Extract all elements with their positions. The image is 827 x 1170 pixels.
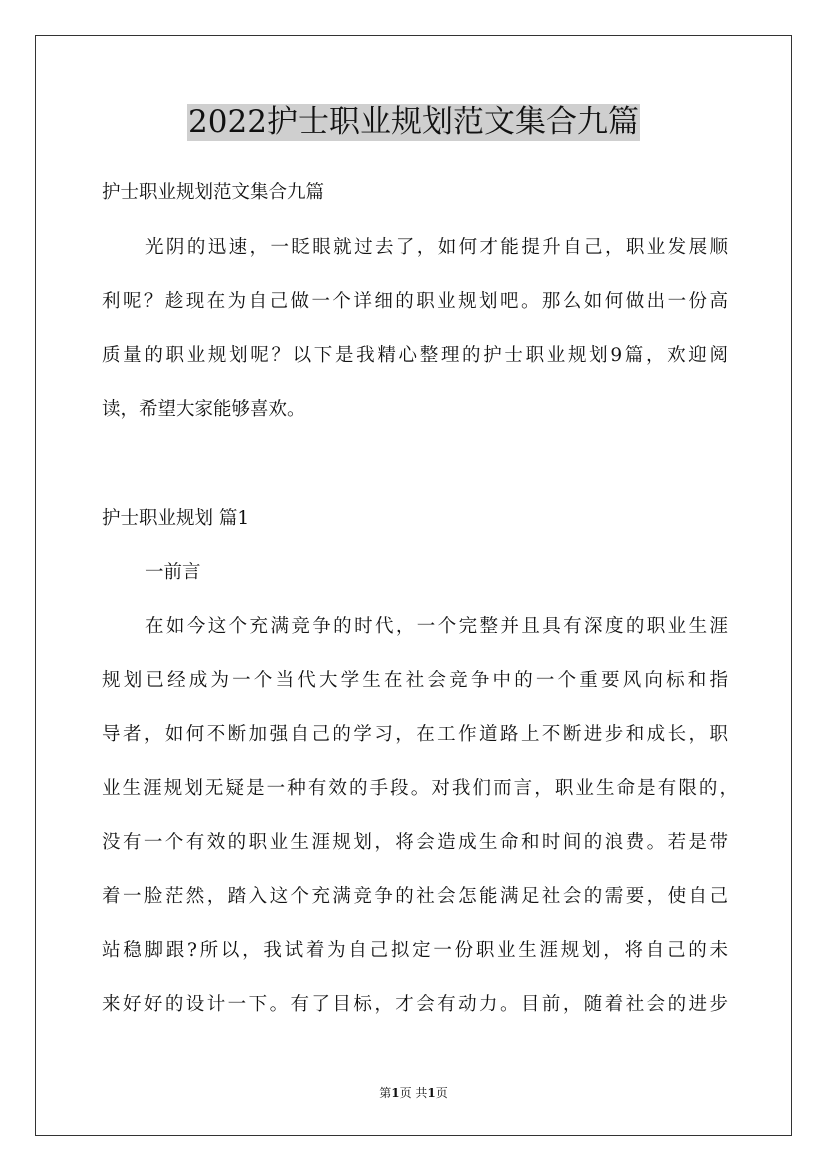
footer-middle: 页 共 bbox=[399, 1086, 428, 1100]
document-title: 2022护士职业规划范文集合九篇 bbox=[188, 104, 639, 140]
footer-prefix: 第 bbox=[379, 1086, 392, 1100]
subtitle: 护士职业规划范文集合九篇 bbox=[102, 182, 325, 203]
footer-page-number: 1 bbox=[391, 1086, 400, 1100]
body-line: 站稳脚跟?所以，我试着为自己拟定一份职业生涯规划，将自己的未 bbox=[102, 940, 728, 961]
section-heading: 护士职业规划 篇1 bbox=[102, 508, 250, 529]
footer-page-total: 1 bbox=[427, 1086, 436, 1100]
intro-line: 质量的职业规划呢？以下是我精心整理的护士职业规划9篇，欢迎阅 bbox=[102, 345, 728, 366]
body-line: 导者，如何不断加强自己的学习，在工作道路上不断进步和成长，职 bbox=[102, 724, 728, 745]
body-line: 规划已经成为一个当代大学生在社会竞争中的一个重要风向标和指 bbox=[102, 670, 728, 691]
body-line: 来好好的设计一下。有了目标，才会有动力。目前，随着社会的进步 bbox=[102, 994, 728, 1015]
footer-suffix: 页 bbox=[435, 1086, 448, 1100]
body-line: 业生涯规划无疑是一种有效的手段。对我们而言，职业生命是有限的， bbox=[102, 778, 738, 799]
subsection-heading: 一前言 bbox=[145, 562, 201, 583]
title-container bbox=[0, 104, 827, 141]
intro-line: 读，希望大家能够喜欢。 bbox=[102, 399, 306, 420]
body-line: 着一脸茫然，踏入这个充满竞争的社会怎能满足社会的需要，使自己 bbox=[102, 886, 728, 907]
body-line: 没有一个有效的职业生涯规划，将会造成生命和时间的浪费。若是带 bbox=[102, 832, 728, 853]
intro-line: 利呢？趁现在为自己做一个详细的职业规划吧。那么如何做出一份高 bbox=[102, 291, 728, 312]
page-footer bbox=[0, 1084, 827, 1101]
body-line: 在如今这个充满竞争的时代，一个完整并且具有深度的职业生涯 bbox=[145, 616, 728, 637]
intro-line: 光阴的迅速，一眨眼就过去了，如何才能提升自己，职业发展顺 bbox=[145, 237, 728, 258]
